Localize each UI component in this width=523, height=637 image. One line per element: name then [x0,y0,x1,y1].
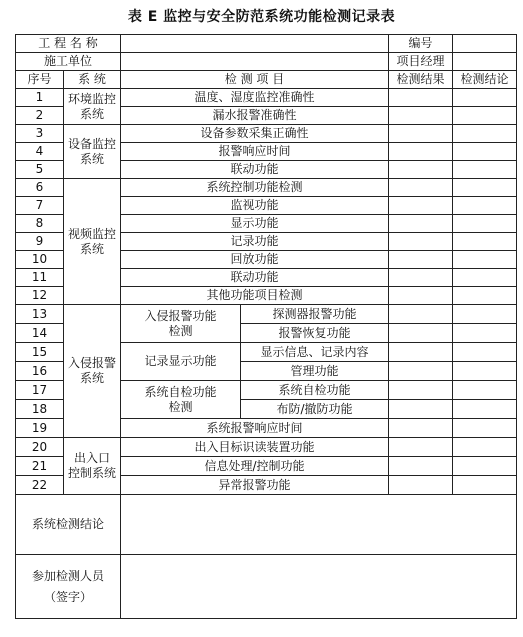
conclusion-cell[interactable] [453,107,517,125]
conclusion-cell[interactable] [453,400,517,419]
conclusion-cell[interactable] [453,197,517,215]
conclusion-cell[interactable] [453,251,517,269]
conclusion-cell[interactable] [453,143,517,161]
subgroup-record-display: 记录显示功能 [121,343,241,381]
check-item: 温度、湿度监控准确性 [121,89,389,107]
conclusion-cell[interactable] [453,476,517,495]
system-intrusion: 入侵报警 系统 [64,305,121,438]
conclusion-cell[interactable] [453,343,517,362]
result-cell[interactable] [389,89,453,107]
table-row [16,305,517,324]
result-cell[interactable] [389,476,453,495]
system-access-control: 出入口 控制系统 [64,438,121,495]
check-item: 布防/撤防功能 [241,400,389,419]
row-number: 22 [16,476,64,495]
result-cell[interactable] [389,438,453,457]
check-item: 回放功能 [121,251,389,269]
project-number-field[interactable] [453,35,517,53]
result-cell[interactable] [389,197,453,215]
row-number: 3 [16,125,64,143]
system-conclusion-field[interactable] [121,495,517,555]
result-cell[interactable] [389,457,453,476]
project-name-label: 工 程 名 称 [16,35,121,53]
result-cell[interactable] [389,125,453,143]
table-row [16,125,517,143]
col-conclusion-header: 检测结论 [453,71,517,89]
row-number: 6 [16,179,64,197]
row-number: 14 [16,324,64,343]
inspectors-label: 参加检测人员 （签字） [16,555,121,619]
table-row [16,89,517,107]
project-number-label: 编号 [389,35,453,53]
conclusion-cell[interactable] [453,419,517,438]
inspectors-signature-field[interactable] [121,555,517,619]
check-item: 报警恢复功能 [241,324,389,343]
row-number: 17 [16,381,64,400]
result-cell[interactable] [389,305,453,324]
conclusion-row [16,495,517,555]
result-cell[interactable] [389,400,453,419]
row-number: 7 [16,197,64,215]
conclusion-cell[interactable] [453,381,517,400]
conclusion-cell[interactable] [453,438,517,457]
check-item: 显示信息、记录内容 [241,343,389,362]
check-item: 漏水报警准确性 [121,107,389,125]
inspectors-row [16,555,517,619]
row-number: 15 [16,343,64,362]
result-cell[interactable] [389,343,453,362]
check-item: 监视功能 [121,197,389,215]
col-result-header: 检测结果 [389,71,453,89]
conclusion-cell[interactable] [453,161,517,179]
check-item: 管理功能 [241,362,389,381]
result-cell[interactable] [389,324,453,343]
conclusion-cell[interactable] [453,457,517,476]
row-number: 20 [16,438,64,457]
conclusion-cell[interactable] [453,324,517,343]
check-item: 报警响应时间 [121,143,389,161]
row-number: 18 [16,400,64,419]
check-item: 联动功能 [121,161,389,179]
conclusion-cell[interactable] [453,362,517,381]
conclusion-cell[interactable] [453,215,517,233]
project-manager-label: 项目经理 [389,53,453,71]
row-number: 9 [16,233,64,251]
project-name-field[interactable] [121,35,389,53]
result-cell[interactable] [389,161,453,179]
check-item: 异常报警功能 [121,476,389,495]
subgroup-intrusion-detect: 入侵报警功能 检测 [121,305,241,343]
project-name-row [16,35,517,53]
check-item: 出入目标识读装置功能 [121,438,389,457]
result-cell[interactable] [389,269,453,287]
conclusion-cell[interactable] [453,269,517,287]
table-row [16,179,517,197]
row-number: 13 [16,305,64,324]
check-item: 系统控制功能检测 [121,179,389,197]
result-cell[interactable] [389,233,453,251]
row-number: 21 [16,457,64,476]
system-equipment: 设备监控 系统 [64,125,121,179]
check-item: 信息处理/控制功能 [121,457,389,476]
inspection-record-table [15,34,517,619]
form-title: 表 E 监控与安全防范系统功能检测记录表 [127,9,396,25]
check-item: 记录功能 [121,233,389,251]
table-row [16,438,517,457]
col-items-header: 检 测 项 目 [121,71,389,89]
conclusion-cell[interactable] [453,125,517,143]
row-number: 12 [16,287,64,305]
check-item: 系统自检功能 [241,381,389,400]
construction-unit-row [16,53,517,71]
construction-unit-label: 施工单位 [16,53,121,71]
row-number: 11 [16,269,64,287]
check-item: 探测器报警功能 [241,305,389,324]
column-header-row [16,71,517,89]
row-number: 10 [16,251,64,269]
conclusion-cell[interactable] [453,305,517,324]
row-number: 2 [16,107,64,125]
system-env: 环境监控 系统 [64,89,121,125]
col-seq-header: 序号 [16,71,64,89]
result-cell[interactable] [389,179,453,197]
conclusion-cell[interactable] [453,89,517,107]
row-number: 16 [16,362,64,381]
project-manager-field[interactable] [453,53,517,71]
system-conclusion-label: 系统检测结论 [16,495,121,555]
result-cell[interactable] [389,419,453,438]
result-cell[interactable] [389,362,453,381]
construction-unit-field[interactable] [121,53,389,71]
result-cell[interactable] [389,143,453,161]
conclusion-cell[interactable] [453,287,517,305]
subgroup-self-check: 系统自检功能 检测 [121,381,241,419]
conclusion-cell[interactable] [453,233,517,251]
result-cell[interactable] [389,381,453,400]
result-cell[interactable] [389,251,453,269]
result-cell[interactable] [389,215,453,233]
check-item: 联动功能 [121,269,389,287]
row-number: 5 [16,161,64,179]
row-number: 1 [16,89,64,107]
check-item: 其他功能项目检测 [121,287,389,305]
row-number: 19 [16,419,64,438]
row-number: 8 [16,215,64,233]
result-cell[interactable] [389,287,453,305]
system-video: 视频监控 系统 [64,179,121,305]
col-system-header: 系 统 [64,71,121,89]
row-number: 4 [16,143,64,161]
check-item: 系统报警响应时间 [121,419,389,438]
result-cell[interactable] [389,107,453,125]
conclusion-cell[interactable] [453,179,517,197]
check-item: 设备参数采集正确性 [121,125,389,143]
check-item: 显示功能 [121,215,389,233]
